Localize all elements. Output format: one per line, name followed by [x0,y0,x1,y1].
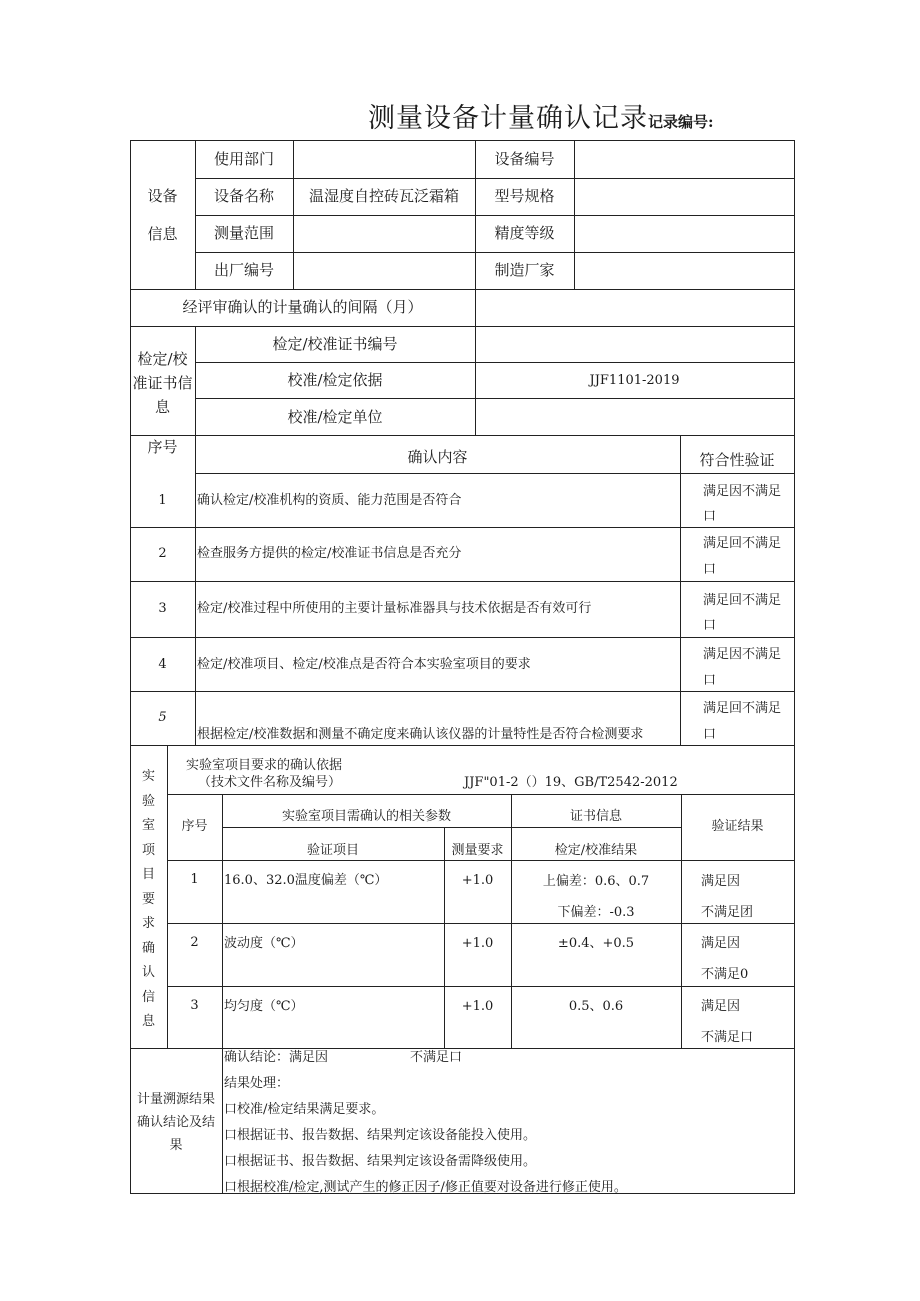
handling-option: 口根据校准/检定,测试产生的修正因子/修正值要对设备进行修正使用。 [224,1180,627,1195]
equipment-section-label-2: 信息 [147,225,178,243]
row-verify-box: 口 [703,618,717,633]
lab-row-req: +1.0 [461,999,494,1014]
equipment-id-label: 设备编号 [494,150,555,168]
range-label: 测量范围 [213,224,274,242]
lab-row-req: +1.0 [461,936,494,951]
row-content: 根据检定/校准数据和测量不确定度来确认该仪器的计量特性是否符合检测要求 [197,727,644,742]
lab-row-nok: 不满足团 [701,905,754,920]
row-content: 确认检定/校准机构的资质、能力范围是否符合 [197,493,462,508]
row-content: 检定/校准过程中所使用的主要计量标准器具与技术依据是否有效可行 [197,601,592,616]
row-verify: 满足因不满足 [703,647,782,662]
cert-info-header: 证书信息 [569,809,622,824]
equipment-name-label: 设备名称 [213,187,274,205]
row-seq: 4 [158,657,167,672]
lab-row-seq: 2 [190,935,199,950]
content-header: 确认内容 [407,448,468,466]
row-seq: 5 [158,710,167,725]
cal-header: 检定/校准结果 [554,843,638,858]
row-verify-box: 口 [703,562,717,577]
lab-row-item: 均匀度（℃） [224,999,304,1014]
lab-section-char: 实 [141,769,155,784]
handling-option: 口根据证书、报告数据、结果判定该设备需降级使用。 [224,1154,537,1169]
result-header: 验证结果 [711,819,764,834]
item-header: 验证项目 [306,843,359,858]
req-header: 测量要求 [451,843,504,858]
certificate-section-label-1: 检定/校 [137,350,188,368]
dept-label: 使用部门 [213,150,274,168]
maker-label: 制造厂家 [494,261,555,279]
lab-basis-value: JJF"01-2（）19、GB/T2542-2012 [464,775,678,790]
lab-section-char: 目 [141,867,155,882]
row-seq: 2 [158,546,167,561]
cert-unit-label: 校准/检定单位 [287,408,383,426]
row-verify-box: 口 [703,727,717,742]
lab-section-char: 项 [141,842,155,858]
lab-row-result-2: 下偏差：-0.3 [557,905,635,920]
conclusion-not-satisfied: 不满足口 [410,1050,463,1065]
row-content: 检查服务方提供的检定/校准证书信息是否充分 [197,546,462,561]
lab-section-char: 认 [141,965,155,980]
interval-label: 经评审确认的计量确认的间隔（月） [182,298,423,316]
lab-row-nok: 不满足口 [701,1030,754,1045]
cert-basis-label: 校准/检定依据 [287,371,383,389]
row-verify-box: 口 [703,673,717,688]
conclusion-section-label-3: 果 [169,1138,183,1153]
certificate-section-label-3: 息 [154,398,170,416]
certificate-section-label-2: 准证书信 [132,374,193,392]
lab-row-ok: 满足因 [701,936,741,951]
lab-seq-header: 序号 [181,819,208,834]
equipment-section-label: 设备 [147,187,178,205]
lab-section-char: 验 [141,793,155,809]
lab-section-char: 信 [141,989,155,1005]
params-header: 实验室项目需确认的相关参数 [281,809,451,824]
lab-section-char: 要 [141,891,155,907]
row-seq: 3 [158,601,167,616]
row-verify: 满足回不满足 [703,536,782,551]
row-verify-box: 口 [703,509,717,524]
lab-section-char: 求 [141,916,155,931]
lab-row-item: 波动度（℃） [224,936,304,951]
handling-option: 口根据证书、报告数据、结果判定该设备能投入使用。 [224,1128,537,1143]
lab-row-result: ±0.4、+0.5 [557,936,635,951]
lab-row-seq: 1 [190,872,199,887]
lab-row-result: 上偏差：0.6、0.7 [542,874,650,889]
lab-section-char: 确 [141,940,155,956]
lab-row-result: 0.5、0.6 [568,999,624,1014]
conclusion-result: 确认结论：满足因 [224,1050,329,1065]
row-verify: 满足回不满足 [703,701,782,716]
document-title [368,96,714,135]
accuracy-label: 精度等级 [494,224,555,242]
row-verify: 满足回不满足 [703,593,782,608]
lab-row-nok: 不满足0 [701,967,749,982]
record-number-label: 记录编号: [648,113,714,131]
row-seq: 1 [158,493,167,508]
lab-basis-label-2: （技术文件名称及编号） [198,775,342,790]
verify-header: 符合性验证 [699,451,775,469]
model-label: 型号规格 [494,187,555,205]
seq-header: 序号 [147,438,178,456]
lab-section-char: 息 [141,1014,155,1029]
lab-row-item: 16.0、32.0温度偏差（℃） [224,873,388,888]
cert-number-label: 检定/校准证书编号 [272,335,398,353]
handling-option: 口校准/检定结果满足要求。 [224,1102,385,1117]
lab-row-req: +1.0 [461,873,494,888]
conclusion-section-label-2: 确认结论及结 [136,1115,215,1130]
lab-row-ok: 满足因 [701,999,741,1014]
serial-label: 出厂编号 [213,261,274,279]
cert-basis-value: JJF1101-2019 [589,373,680,388]
lab-section-char: 室 [141,818,155,833]
equipment-name-value: 温湿度自控砖瓦泛霜箱 [308,187,459,205]
conclusion-section-label-1: 计量溯源结果 [136,1092,215,1107]
page-title: 测量设备计量确认记录 [368,103,648,134]
lab-row-seq: 3 [190,998,199,1013]
row-verify: 满足因不满足 [703,484,782,499]
lab-row-ok: 满足因 [701,874,741,889]
row-content: 检定/校准项目、检定/校准点是否符合本实验室项目的要求 [197,657,531,672]
handling-label: 结果处理： [224,1076,290,1091]
lab-basis-label-1: 实验室项目要求的确认依据 [186,758,343,773]
